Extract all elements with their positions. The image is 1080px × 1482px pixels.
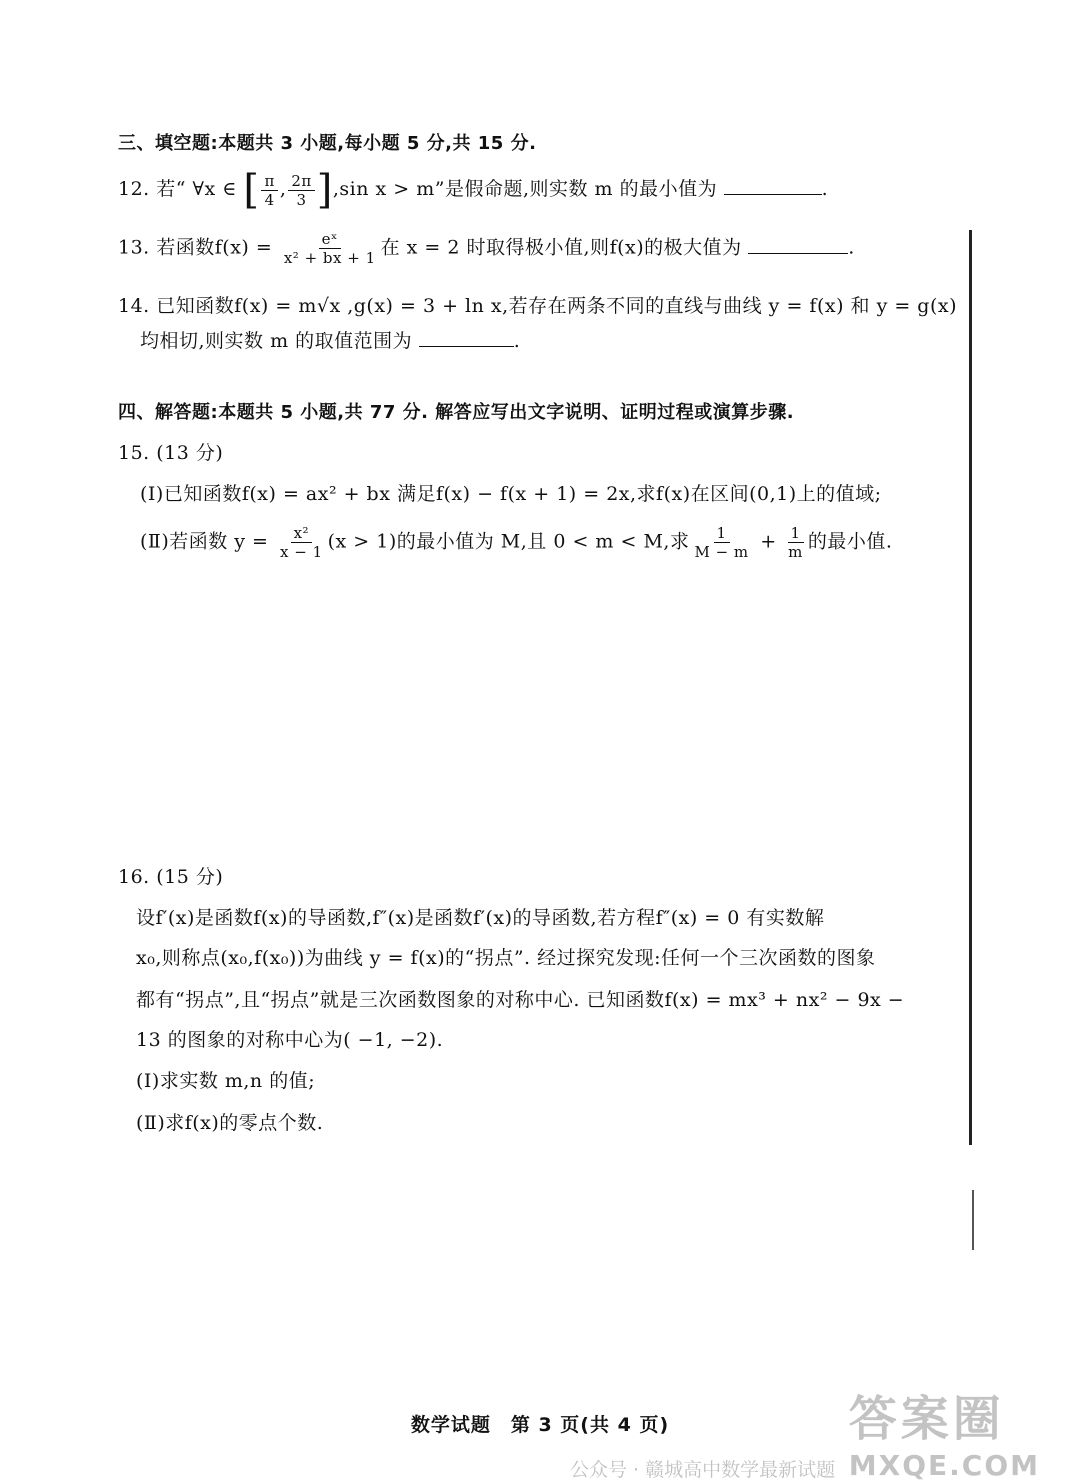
right-bracket: ] bbox=[316, 167, 333, 213]
fraction-q13 bbox=[281, 230, 379, 267]
frac-num: eˣ bbox=[319, 230, 341, 249]
fraction-1-over-m bbox=[785, 524, 806, 561]
fraction-x2-over-x-1 bbox=[277, 524, 326, 561]
question-16-part2: (Ⅱ)求f(x)的零点个数. bbox=[136, 1112, 324, 1134]
frac-num: 1 bbox=[714, 524, 730, 543]
frac-den: x² + bx + 1 bbox=[283, 249, 376, 267]
q15-p2-text-c: 的最小值. bbox=[807, 530, 893, 553]
q15-p2-text-a: (Ⅱ)若函数 y = bbox=[140, 530, 269, 553]
frac-num: 2π bbox=[288, 172, 314, 191]
page-footer: 数学试题 第 3 页(共 4 页) bbox=[410, 1414, 670, 1436]
section-3-heading: 三、填空题:本题共 3 小题,每小题 5 分,共 15 分. bbox=[118, 133, 537, 154]
frac-num: π bbox=[261, 172, 277, 191]
answer-blank-12 bbox=[724, 176, 822, 195]
watermark-domain: MXQE.COM bbox=[848, 1449, 1040, 1482]
question-13: 13. 若函数f(x) = $\frac{\text{eˣ}}{\text{x² + bx + 1}}$ 在 x = 2 时取得极小值,则f(x)的极大值为 . bbox=[118, 230, 855, 267]
question-16-part1: (Ⅰ)求实数 m,n 的值; bbox=[136, 1070, 316, 1092]
watermark-caption: 公众号 · 赣城高中数学最新试题 bbox=[570, 1459, 836, 1481]
answer-blank-13 bbox=[748, 235, 848, 254]
plus-sign: + bbox=[760, 530, 777, 553]
fraction-pi-over-4 bbox=[261, 172, 277, 209]
left-bracket: [ bbox=[243, 167, 260, 213]
fraction-1-over-M-m bbox=[691, 524, 751, 561]
q15-p2-text-b: (x > 1)的最小值为 M,且 0 < m < M,求 bbox=[327, 530, 690, 553]
question-14-line1: 14. 已知函数f(x) = m√x ,g(x) = 3 + ln x,若存在两条不同的直线与曲线 y = f(x) 和 y = g(x) bbox=[118, 295, 958, 317]
question-15-part2 bbox=[140, 524, 892, 561]
q12-text-a: 12. 若“ ∀x ∈ bbox=[118, 178, 237, 200]
question-12: 12. 若“ ∀x ∈ [ $\frac{\pi}{4}$ , $\frac{2\pi}{3}$ ],sin x > m”是假命题,则实数 m 的最小值为 . bbox=[118, 167, 829, 213]
q13-text-b: 在 x = 2 时取得极小值,则f(x)的极大值为 bbox=[380, 236, 742, 259]
question-16-line3: 都有“拐点”,且“拐点”就是三次函数图象的对称中心. 已知函数f(x) = mx³ + nx² − 9x − bbox=[136, 989, 905, 1011]
question-15-part1: (Ⅰ)已知函数f(x) = ax² + bx 满足f(x) − f(x + 1) = 2x,求f(x)在区间(0,1)上的值域; bbox=[140, 483, 882, 505]
frac-num: 1 bbox=[788, 524, 804, 543]
q14-text: 均相切,则实数 m 的取值范围为 bbox=[140, 330, 413, 352]
watermark-logo bbox=[849, 1380, 1040, 1482]
question-15-title: 15. (13 分) bbox=[118, 442, 224, 464]
frac-den: M − m bbox=[694, 543, 749, 561]
question-14-line2: 均相切,则实数 m 的取值范围为 . bbox=[140, 330, 521, 352]
fraction-2pi-over-3 bbox=[288, 172, 314, 209]
section-4-heading: 四、解答题:本题共 5 小题,共 77 分. 解答应写出文字说明、证明过程或演算步骤. bbox=[118, 402, 795, 423]
frac-den: m bbox=[788, 543, 803, 561]
q13-text-a: 13. 若函数f(x) = bbox=[118, 236, 273, 259]
question-16-line2: x₀,则称点(x₀,f(x₀))为曲线 y = f(x)的“拐点”. 经过探究发现:任何一个三次函数的图象 bbox=[136, 947, 876, 969]
frac-den: 3 bbox=[296, 190, 307, 209]
frac-num: x² bbox=[291, 524, 312, 543]
question-16-title: 16. (15 分) bbox=[118, 866, 224, 888]
frac-den: x − 1 bbox=[280, 543, 323, 561]
watermark-title: 答案圈 bbox=[848, 1391, 1005, 1447]
binding-margin-line bbox=[969, 230, 972, 1145]
frac-den: 4 bbox=[264, 190, 275, 209]
binding-margin-line-lower bbox=[972, 1190, 974, 1250]
question-16-line1: 设f′(x)是函数f(x)的导函数,f″(x)是函数f′(x)的导函数,若方程f″(x) = 0 有实数解 bbox=[136, 907, 825, 929]
q12-text-b: ,sin x > m”是假命题,则实数 m 的最小值为 bbox=[332, 178, 718, 200]
answer-blank-14 bbox=[419, 328, 514, 347]
question-16-line4: 13 的图象的对称中心为( −1, −2). bbox=[136, 1029, 444, 1051]
